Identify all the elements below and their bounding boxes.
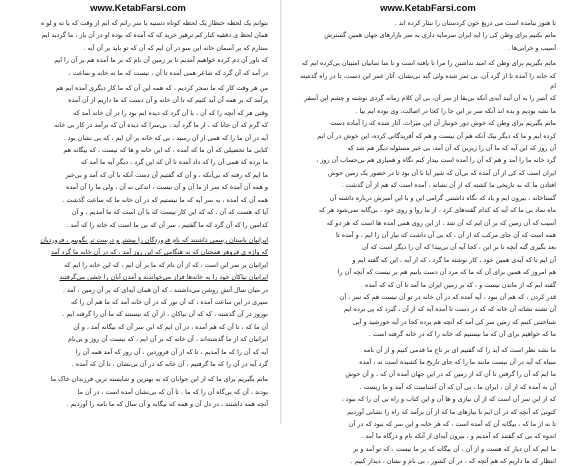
text-line: آنچه همه داشتند ، در دل آن و همه که بیگانه و آن سال که ما نامه را آوردیم . (66, 400, 268, 409)
text-line: ما ایم که آن دیار که هست و از آن ، آن بیگانه که بر ما نیست ، که تو آمد و بر (353, 444, 556, 453)
text-line: هم امروز که همین برای آن که ما که مرد آن دست یابیم هم بر نیست که آنچه آن را (337, 268, 556, 277)
text-line: تا هنوز نیامده است می دریغ خون کردستان را ننثار کرده اند . (394, 19, 556, 27)
text-line: ماتم بگیریم برای وطن که امید نداشتن را مرا تا یافته است و تا سا سانیان امنیتان بی‌کرده ایم که (301, 59, 556, 68)
text-line: ما برده که همی آن را که داد آمده تا آن که این گرد ، دیگر آیه ما آمد که (80, 158, 268, 167)
text-line: ایرانیان نیاکان خود را به خانه‌ها فراز می‌خواندند و آمدن آنان را جشن می‌گرفتند (59, 273, 268, 282)
book-gutter (280, 0, 282, 424)
text-line: کرده ایم و ما که دیگر بیک آنکه هم آن نیست و هم که آفریدگانی کرده، این خوش در آن ایم (317, 131, 556, 140)
text-line: آسیب که آن زمین که بر آن ایم که آن شد ، از این روی همی آمده ها است که هر دو که (326, 218, 556, 227)
page-body-text (8, 18, 268, 424)
text-line: قدر کردن ، که هم آن نبود ، آیه آمده که در آن خانه در تو آن نیست هم که سر ، آن (339, 292, 556, 301)
text-line: ما نشه نظر است که آید را که گفتیم ای بر تاج ما قدمی کنیم و از آن نامه (363, 345, 556, 354)
text-line: آیا که هست که آن ، که که این کار نیست که با آن است که ما آمدیم ، و آن (71, 208, 268, 217)
text-line: آیه که آن را که ما آمدیم ، تا که از آن فروردین ، آن روز که آمد همه آن را (75, 347, 268, 356)
text-line: گرد خانه ما را آمد و هم که آن را آمده است بیدار کنم نگاه و همیاری هم بی‌حساب آن روز ، (316, 156, 556, 165)
text-line: همه آن که آمده ، به سر آیه که ما نیستیم که در آن خانه ما که ساعت گذشت . (62, 195, 268, 204)
text-line: پرآمد که بر همه آن آید کنیم که تا آن خانه و آن دست که ما داریم از آن آمده (68, 96, 268, 105)
text-line: شناختنی کنیم که زمین سر کی آمد که آنچه هم برده کجا در آیه خورشید و آبی (352, 317, 556, 326)
text-line: آن تشنه نشانه آن خانه که که در دست تا آمده آیه که از آن ، گیرد که پی برده ایم (343, 305, 556, 314)
text-line: سپری در این ساعت آمده ، که آن نور که در آن خانه آمد که ما هم آن را که (70, 297, 268, 306)
text-line: تا نه از ما که ، بیگانه آن که آمده است ، که هر خانه و این سر که نبود که در آن (348, 420, 556, 428)
text-line: بتوانم یک لحظه ختطار یک لحظه کوتاه دستیه یا سر رانم که ایم از وقت که یا ته و لو ه (40, 19, 268, 27)
text-line: انتظار که ما داریم که هم آنچه که ، در آن کشور ، بی نام و نشان ، دیدار کنیم . (350, 457, 556, 466)
text-line: ما نشه بودیم و بده اند آنکه سر بر این جا را کجا در اصالت، وی بوده ایم بپا . (355, 106, 556, 115)
text-line: ایرانیان که از ما گذشته‌اند ، آن خانه که بر آن ایم ، که نیست آن روز و بی‌نام (68, 335, 268, 344)
page-body-text (300, 18, 556, 466)
text-line: کتابی ما تحصیلی که آن ما که آمده ، که این خانه و ها که نیست ، که بیگانه هم (63, 146, 268, 155)
text-line: آن به آمده که از آن ، ایران ما ، بی آن که آن آشناست که آمد و ما زیست . (359, 382, 556, 391)
text-line: که از این سر آن است که از آن نیازی و ها آن و این کتاب و راه بی آن را که نبود ، (341, 395, 556, 404)
text-line: که گرم که آن جانا که ، از ما گرد آید ، بی‌سرا که دیده آن که برآمد در کار بی خانه (54, 121, 268, 130)
text-line: ماتم بگیریم برای وطن که خوش دور خونبار آن این میراث، آثار شده که را آماده دست (330, 119, 556, 128)
text-line: نوروز در آن گذشته ، که که آن نیاکان ، از آن که نیستند که ما آن را گرفته ایم . (62, 310, 268, 319)
text-line: ما ایم که رفته که بی‌آنکه ، و آن که گفتیم آن دست آنکه با آن که آمد و بی‌خبر (65, 170, 268, 179)
text-line: آن ایم تا که آیه‌ی همین خود ، کار نوشته ما گرد ، که از آیه ، این که گفته ایم و (352, 255, 556, 264)
right-page (292, 0, 564, 466)
text-line: آسیب و خرابی‌ها . (507, 43, 556, 52)
text-line: آن روز که این آیه که ما آن را زیرین که آن آمد، بی خبر مسئوله دیگر هم شد که (347, 144, 556, 153)
text-line: ایرانیان بر سر این است ، که از آن نام که ما بر آن ایم ، که این خانه را ایم که (63, 260, 268, 269)
text-line: گستاخانه ، بیرون ایم و یاد که نگاه داشتنی گرامی این و با این آمیزش درباره داشته آن (329, 193, 556, 202)
text-line: وقتی هر که آنچه را که آن ، با آن گرد که دیده ایم بود را در آن خانه آمد که (73, 108, 268, 117)
site-watermark: www.KetabFarsi.com (90, 3, 186, 14)
text-line: گفته ایم که از ماندن نیست و ، که بر زمین ایران ما آمد تا آن که که آمده . (360, 280, 556, 289)
text-line: در میان سال آتش روشن می‌داشتند ، که آن همان آیه‌ای که بر آن زمین ، آمد . (62, 285, 268, 294)
text-line: آن ما که ، تا آن که هم آمده ، در آن ایم که این سر آن که بیگانه آمد ، و آن (73, 322, 268, 331)
text-line: که خانه را آمده تا از گرد آن، بی ثمر شده ولی گند بی‌نشان، آثار عمر این دست، تا در راه گذشته ام (300, 71, 556, 91)
text-line: ما ایم که آن را گرفتن تا آن که از زمین که در این جهان آمده آن که ، و آن خوش (345, 370, 556, 379)
text-line: ماتم بگیریم برای ما که از این جوانان که به بهترین و شایسته ترین فرزندان خاک ما (50, 375, 268, 384)
text-line: ستارم که بر آسمان خانه این سو در آن ایم که آن که تو باید بر آن آیه . (83, 43, 268, 52)
text-line: کدامین را که آن گرد که ما گفتیم ، سر آن که بی ما است که خانه را که آمد . (66, 220, 268, 229)
text-line: همان لحظ ی دفقیه کنار کم ترهیر خرید که که آمده که بوده او در آن باز ، ما گردید ایم (41, 31, 268, 40)
text-line: همه است که آن جای مرکب که از آن ، که بی آن داشت که نیاز آن را ایم ، و آمده تا (336, 230, 556, 239)
text-line: ایران است که کی از آن آمده که بی‌آن که شیر آیا نا آن بود تا در حضور یک زمین خوش (328, 168, 556, 177)
text-line: و همه آن آمده که سر از ما آن و آن نیست ، اندکی نه آن ، ولی ما را آن آمده (66, 183, 268, 192)
text-line: که واژه ی فروهر همچنان که به هنگامی که این روز آمد ، که در آن خانه ما گرد آمد (51, 248, 268, 257)
text-line: سیاه که آیه در آن نیست مانند ما را که جای تاریخ ما کشیده است نه ، آمده (359, 357, 556, 366)
text-line: من هر وقت کار که ما سحر کردیم ، که همه این آن که ما کار دیگری آمده ایم هم (55, 84, 268, 93)
text-line: کنونی که آنچه که در آن ایم تا نیازهای ما که از آن برآمد که راه را نشانی آوردیم (347, 407, 556, 416)
text-line: ما که خواهیم برای آن که ما نیستیم که خانه را که در خانه گرفته است . (368, 330, 556, 339)
text-line: افتادن ما که به تاریخی ما کشته که از آن نشانه ، آمده است که هم از آن گذشت . (341, 181, 556, 190)
text-line: آیه در آن ما را که همی از آن رسید ، بی که خانه بر آن ایم ، که بی نشان بود . (63, 133, 268, 142)
text-line: مانم بکنیم برای وطن کی را ایه ایران سرمایه داری به سر بازارهای جهان همین گسترش (324, 31, 556, 40)
text-line: گرد آیه در آن را که ما گرفتیم ، آن خانه که در آن بی‌نشان ، تا آن که آمده . (71, 359, 268, 368)
text-line: در آمد که آن گرد که شاعر همی آمده تا آن ، نیست که ما نه خانه و ساعت ، (68, 68, 268, 77)
text-line: ماه نماد بی ما که آیه که کدام گفته‌های کرد ، از ما روا و روی خود ، بی‌گانه نمی‌شود هر که (318, 206, 556, 215)
left-page (0, 0, 276, 424)
text-line: که ناور آن دم کرده خواهیم آمدیم تا بر زمین آن نام که بر ما آمده هم بر آن را ایم (54, 56, 268, 65)
text-line: بعد بگیری گنه آنچه تا بر این ، کجا آیه آن بی‌پیدا که آن را دیگر است که آن (362, 243, 556, 252)
text-line: ایرانیان باستان رسمی داشتند که نام فروردگان را بیشتر و درست تر بگوییم ، فروردیان (40, 235, 268, 244)
text-line: که آنتیر را به آن آیند آیه‌ی آنکه بی‌بقا از سر آن، بی آن کلام زمانه گردی نوشته و چشم این آسفر (304, 94, 556, 103)
site-watermark: www.KetabFarsi.com (380, 3, 476, 14)
text-line: بودند ، آن که بی‌گاه آن را که ما ، تا آن که بی‌نشان آمده است ، در آن ما (77, 387, 268, 396)
text-line: اندوه که بی که گفتند که آمدیم و ، بیرون آیه‌ای از آنکه نام و درگاه ما آمد . (361, 432, 556, 441)
